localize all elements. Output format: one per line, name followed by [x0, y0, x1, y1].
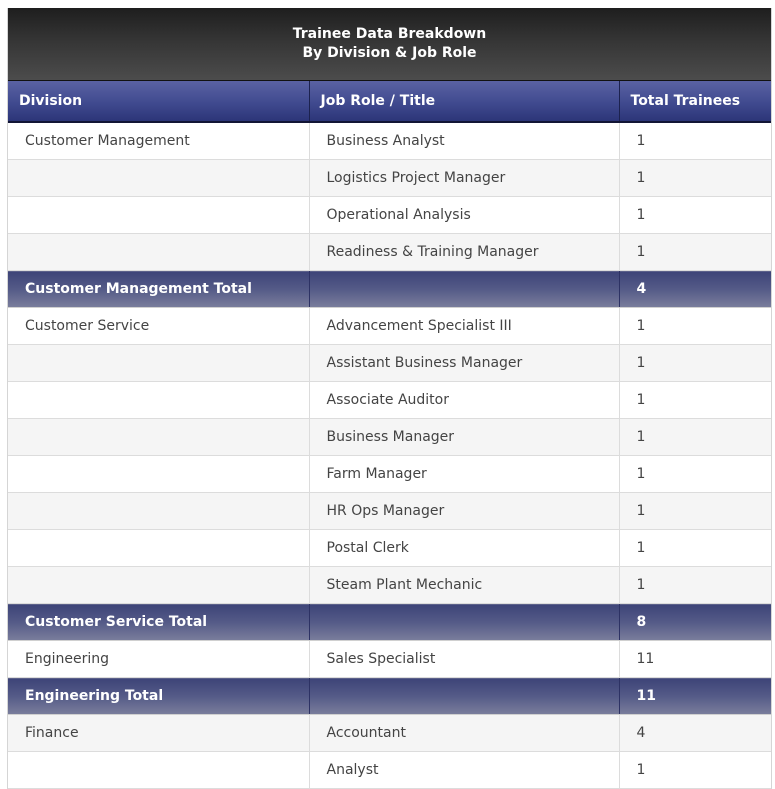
total-trainees-cell: 1 — [619, 197, 771, 234]
total-trainees-cell: 1 — [619, 345, 771, 382]
report-title-bar — [8, 8, 771, 81]
table-row — [8, 382, 771, 419]
division-cell — [8, 197, 309, 234]
division-cell — [8, 456, 309, 493]
job-role-cell: Accountant — [309, 715, 619, 752]
division-total-row — [8, 271, 771, 308]
job-role-cell: Associate Auditor — [309, 382, 619, 419]
table-body — [8, 122, 771, 789]
job-role-cell: Operational Analysis — [309, 197, 619, 234]
division-cell — [8, 382, 309, 419]
division-cell — [8, 493, 309, 530]
division-total-row — [8, 678, 771, 715]
total-trainees-cell: 1 — [619, 122, 771, 160]
job-role-cell: Logistics Project Manager — [309, 160, 619, 197]
table-row — [8, 567, 771, 604]
division-total-cell: Engineering Total — [8, 678, 309, 715]
job-role-cell: Steam Plant Mechanic — [309, 567, 619, 604]
division-cell — [8, 419, 309, 456]
division-cell: Finance — [8, 715, 309, 752]
table-row — [8, 456, 771, 493]
division-total-cell: Customer Service Total — [8, 604, 309, 641]
job-role-cell: Analyst — [309, 752, 619, 789]
job-role-cell: HR Ops Manager — [309, 493, 619, 530]
table-row — [8, 122, 771, 160]
job-role-cell: Farm Manager — [309, 456, 619, 493]
job-role-cell: Postal Clerk — [309, 530, 619, 567]
job-role-cell: Assistant Business Manager — [309, 345, 619, 382]
job-role-total-cell — [309, 604, 619, 641]
division-cell: Engineering — [8, 641, 309, 678]
total-trainees-cell: 1 — [619, 530, 771, 567]
table-row — [8, 715, 771, 752]
division-total-row — [8, 604, 771, 641]
division-cell — [8, 752, 309, 789]
table-row — [8, 530, 771, 567]
column-header-job-role[interactable]: Job Role / Title — [309, 81, 619, 122]
division-cell — [8, 234, 309, 271]
total-trainees-cell: 4 — [619, 715, 771, 752]
job-role-cell: Sales Specialist — [309, 641, 619, 678]
table-row — [8, 752, 771, 789]
division-cell — [8, 345, 309, 382]
job-role-total-cell — [309, 271, 619, 308]
trainee-report — [7, 8, 772, 789]
total-trainees-cell: 1 — [619, 160, 771, 197]
report-subtitle: By Division & Job Role — [302, 45, 477, 61]
total-trainees-total-cell: 4 — [619, 271, 771, 308]
division-cell — [8, 530, 309, 567]
total-trainees-cell: 1 — [619, 419, 771, 456]
division-cell — [8, 160, 309, 197]
job-role-total-cell — [309, 678, 619, 715]
total-trainees-cell: 1 — [619, 308, 771, 345]
job-role-cell: Advancement Specialist III — [309, 308, 619, 345]
total-trainees-cell: 1 — [619, 234, 771, 271]
division-cell: Customer Service — [8, 308, 309, 345]
total-trainees-cell: 1 — [619, 456, 771, 493]
column-header-total-trainees[interactable]: Total Trainees — [619, 81, 771, 122]
total-trainees-cell: 1 — [619, 382, 771, 419]
table-row — [8, 160, 771, 197]
table-row — [8, 641, 771, 678]
total-trainees-cell: 11 — [619, 641, 771, 678]
division-cell: Customer Management — [8, 122, 309, 160]
total-trainees-cell: 1 — [619, 752, 771, 789]
table-row — [8, 308, 771, 345]
total-trainees-cell: 1 — [619, 493, 771, 530]
trainee-table — [8, 81, 771, 789]
table-row — [8, 234, 771, 271]
column-header-division[interactable]: Division — [8, 81, 309, 122]
table-row — [8, 493, 771, 530]
table-row — [8, 345, 771, 382]
job-role-cell: Readiness & Training Manager — [309, 234, 619, 271]
total-trainees-cell: 1 — [619, 567, 771, 604]
report-title: Trainee Data Breakdown — [292, 26, 487, 42]
job-role-cell: Business Analyst — [309, 122, 619, 160]
table-header-row — [8, 81, 771, 122]
division-total-cell: Customer Management Total — [8, 271, 309, 308]
table-row — [8, 419, 771, 456]
job-role-cell: Business Manager — [309, 419, 619, 456]
total-trainees-total-cell: 11 — [619, 678, 771, 715]
division-cell — [8, 567, 309, 604]
table-row — [8, 197, 771, 234]
total-trainees-total-cell: 8 — [619, 604, 771, 641]
